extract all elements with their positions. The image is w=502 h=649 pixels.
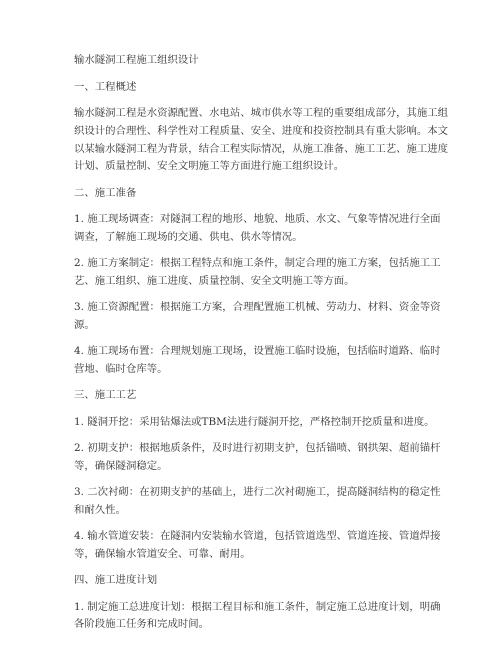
overview-paragraph: 输水隧洞工程是水资源配置、水电站、城市供水等工程的重要组成部分，其施工组织设计的合理性、科学性对工程质量、安全、进度和投资控制具有重大影响。本文以某输水隧洞工程为背景，结合工程实际情况，从施工准备、施工工艺、施工进度计划、质量控制、安全文明施工等方面进行施工组织设计。 (74, 107, 449, 173)
process-item-4: 4. 输水管道安装：在隧洞内安装输水管道，包括管道选型、管道连接、管道焊接等，确保输水管道安全、可靠、耐用。 (74, 530, 441, 561)
preparation-item-4: 4. 施工现场布置：合理规划施工现场，设置施工临时设施，包括临时道路、临时营地、临时仓库等。 (74, 345, 441, 376)
schedule-item-1: 1. 制定施工总进度计划：根据工程目标和施工条件，制定施工总进度计划，明确各阶段施工任务和完成时间。 (74, 600, 441, 631)
section-heading-overview: 一、工程概述 (74, 80, 137, 93)
section-heading-preparation: 二、施工准备 (74, 186, 137, 199)
preparation-item-2: 2. 施工方案制定：根据工程特点和施工条件，制定合理的施工方案，包括施工工艺、施工组织、施工进度、质量控制、安全文明施工等方面。 (74, 257, 441, 287)
process-item-3: 3. 二次衬砌：在初期支护的基础上，进行二次衬砌施工，提高隧洞结构的稳定性和耐久性。 (74, 486, 441, 516)
process-item-2: 2. 初期支护：根据地质条件，及时进行初期支护，包括锚喷、钢拱架、超前锚杆等，确保隧洞稳定。 (74, 442, 441, 472)
section-heading-schedule: 四、施工进度计划 (74, 574, 158, 587)
section-heading-process: 三、施工工艺 (74, 389, 137, 402)
preparation-item-3: 3. 施工资源配置：根据施工方案，合理配置施工机械、劳动力、材料、资金等资源。 (74, 301, 441, 332)
document-title: 输水隧洞工程施工组织设计 (74, 54, 199, 66)
preparation-item-1: 1. 施工现场调查：对隧洞工程的地形、地貌、地质、水文、气象等情况进行全面调查，了解施工现场的交通、供电、供水等情况。 (74, 213, 441, 243)
process-item-1: 1. 隧洞开挖：采用钻爆法或TBM法进行隧洞开挖，严格控制开挖质量和进度。 (74, 415, 435, 428)
